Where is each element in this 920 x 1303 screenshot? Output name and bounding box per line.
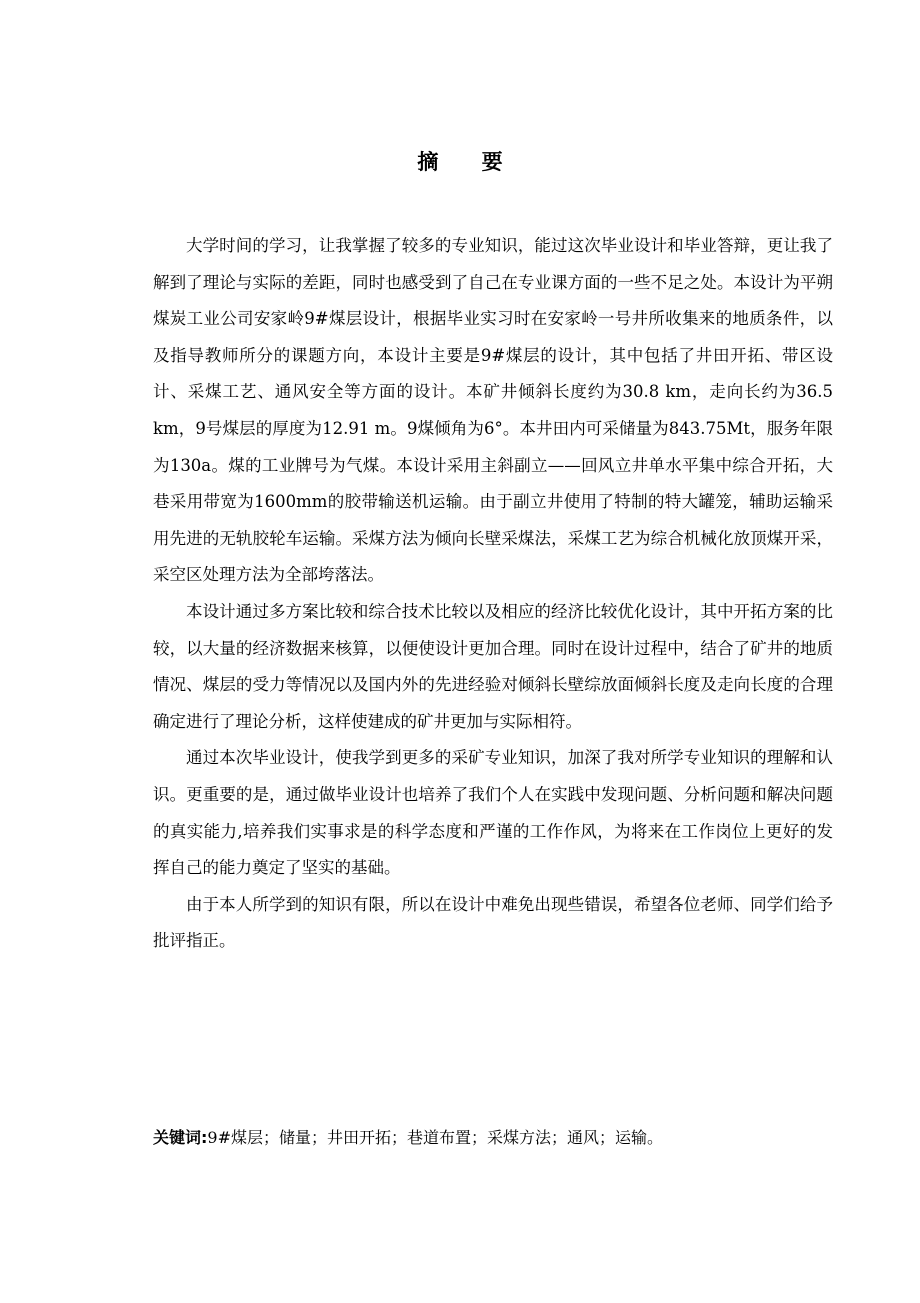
abstract-body bbox=[153, 228, 833, 960]
paragraph-4: 由于本人所学到的知识有限，所以在设计中难免出现些错误，希望各位老师、同学们给予批评指正。 bbox=[153, 894, 833, 951]
paragraph-3: 通过本次毕业设计，使我学到更多的采矿专业知识，加深了我对所学专业知识的理解和认识。更重要的是，通过做毕业设计也培养了我们个人在实践中发现问题、分析问题和解决问题的真实能力,培养我们实事求是的科学态度和严谨的工作作风，为将来在工作岗位上更好的发挥自己的能力奠定了坚实的基础。 bbox=[153, 748, 833, 878]
page-title: 摘 要 bbox=[417, 150, 521, 174]
paragraph-2: 本设计通过多方案比较和综合技术比较以及相应的经济比较优化设计，其中开拓方案的比较，以大量的经济数据来核算，以便使设计更加合理。同时在设计过程中，结合了矿井的地质情况、煤层的受力等情况以及国内外的先进经验对倾斜长壁综放面倾斜长度及走向长度的合理确定进行了理论分析，这样使建成的矿井更加与实际相符。 bbox=[153, 601, 833, 731]
paragraph-1: 大学时间的学习，让我掌握了较多的专业知识，能过这次毕业设计和毕业答辩，更让我了解到了理论与实际的差距，同时也感受到了自己在专业课方面的一些不足之处。本设计为平朔煤炭工业公司安家岭9#煤层设计，根据毕业实习时在安家岭一号井所收集来的地质条件，以及指导教师所分的课题方向，本设计主要是9#煤层的设计，其中包括了井田开拓、带区设计、采煤工艺、通风安全等方面的设计。本矿井倾斜长度约为30.8 km，走向长约为36.5 km，9号煤层的厚度为12.91 m。9煤倾角为6°。本井田内可采储量为843.75Mt，服务年限为130a。煤的工业牌号为气煤。本设计采用主斜副立——回风立井单水平集中综合开拓，大巷采用带宽为1600mm的胶带输送机运输。由于副立井使用了特制的特大罐笼，辅助运输采用先进的无轨胶轮车运输。采煤方法为倾向长壁采煤法，采煤工艺为综合机械化放顶煤开采，采空区处理方法为全部垮落法。 bbox=[153, 236, 833, 585]
keywords-text: 9#煤层；储量；井田开拓；巷道布置；采煤方法；通风；运输。 bbox=[207, 1128, 663, 1147]
keywords-label: 关键词: bbox=[153, 1128, 208, 1147]
keywords-line bbox=[153, 1123, 833, 1153]
